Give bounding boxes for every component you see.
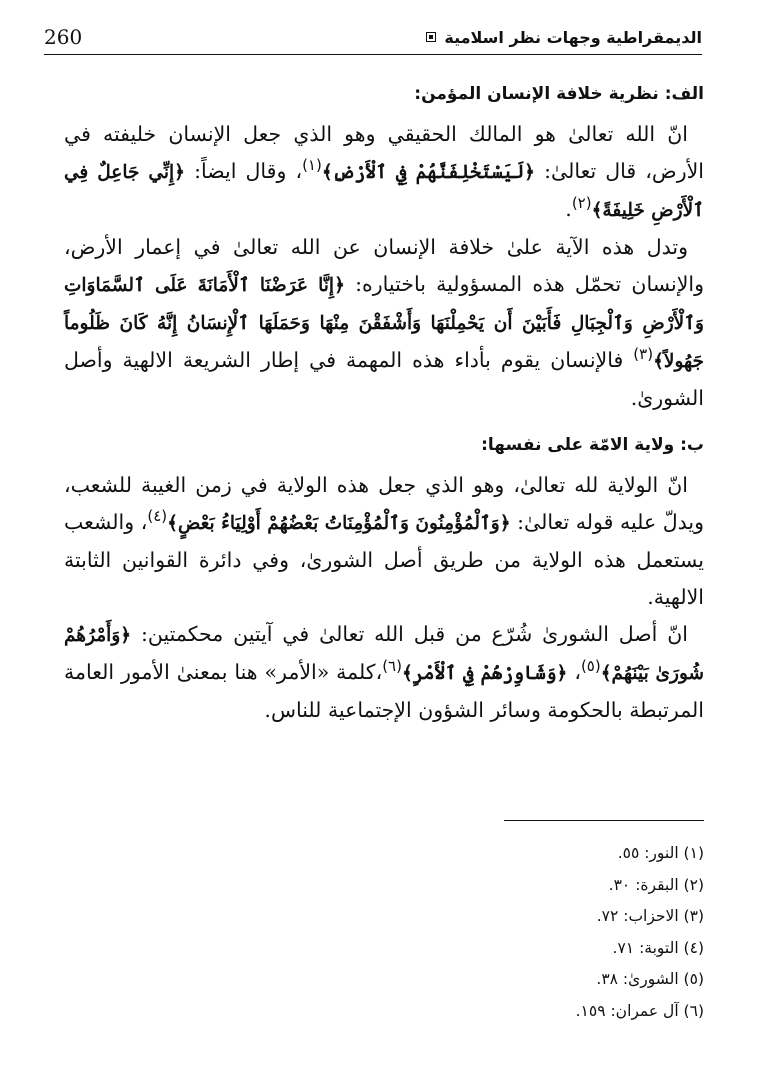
- footnote: (٤) التوبة: ٧١.: [612, 938, 704, 957]
- page-number: 260: [44, 25, 83, 49]
- footnote-ref: (٢): [571, 194, 592, 213]
- paragraph-text: انّ الله تعالىٰ هو المالك الحقيقي وهو الذي جعل الإنسان خليفته في الأرض، قال تعالىٰ:: [64, 122, 704, 183]
- section-title-a: الف: نظرية خلافة الإنسان المؤمن:: [414, 84, 704, 104]
- running-title: [426, 28, 702, 47]
- paragraph-text: ، والشعب يستعمل هذه الولاية من طريق أصل الشورىٰ، وفي دائرة القوانين الثابتة الالهية.: [64, 510, 704, 609]
- quran-verse: ﴿وَٱلْمُؤْمِنُونَ وَٱلْمُؤْمِنَاتُ بَعْضُهُمْ أَوْلِيَاءُ بَعْضٍ﴾: [167, 513, 511, 534]
- footnote-ref: (٣): [633, 345, 654, 364]
- footnote: (٣) الاحزاب: ٧٢.: [596, 907, 704, 925]
- paragraph: [64, 229, 704, 417]
- footnote: (٥) الشورىٰ: ٣٨.: [596, 970, 704, 988]
- paragraph: [64, 116, 704, 229]
- square-bullet-icon: [426, 32, 436, 42]
- quran-verse: ﴿لَيَسْتَخْلِفَنَّهُمْ فِي ٱلْأَرْضِ﴾: [321, 162, 535, 183]
- quran-verse: ﴿وَأَمْرُهُمْ شُورَىٰ بَيْنَهُمْ﴾: [64, 625, 705, 684]
- quran-verse: ﴿إِنِّي جَاعِلٌ فِي ٱلْأَرْضِ خَلِيفَةً﴾: [64, 162, 704, 221]
- quran-verse: ﴿إِنَّا عَرَضْنَا ٱلْأَمَانَةَ عَلَى ٱلسَّمَاوَاتِ وَٱلْأَرْضِ وَٱلْجِبَالِ فَأَبَيْنَ أَن يَحْمِلْنَهَا وَأَشْفَقْنَ مِنْهَا وَحَمَلَهَا ٱلْإِنسَانُ إِنَّهُ كَانَ ظَلُوماً جَهُولاً﴾: [64, 275, 704, 372]
- paragraph-text: ، وقال ايضاً:: [184, 159, 303, 183]
- paragraph-text: ،: [567, 660, 581, 684]
- footnote: (١) النور: ٥٥.: [617, 844, 704, 862]
- section-title-b: ب: ولاية الامّة على نفسها:: [481, 435, 704, 455]
- footnote-ref: (٦): [382, 657, 402, 676]
- footnotes: [304, 838, 704, 1027]
- footnote-ref: (٥): [580, 657, 601, 676]
- footnote-divider: [504, 820, 704, 821]
- paragraph: [64, 467, 704, 616]
- footnote: (٦) آل عمران: ١٥٩.: [575, 1001, 704, 1020]
- main-text: [64, 72, 704, 729]
- paragraph-text: فالإنسان يقوم بأداء هذه المهمة في إطار الشريعة الالهية وأصل الشورىٰ.: [64, 348, 704, 410]
- running-title-text: الديمقراطية وجهات نظر اسلامية: [444, 27, 702, 47]
- paragraph-text: وتدل هذه الآية علىٰ خلافة الإنسان عن الله تعالىٰ في إعمار الأرض، والإنسان تحمّل هذه المسؤولية باختياره:: [64, 235, 704, 296]
- footnote: (٢) البقرة: ٣٠.: [608, 875, 704, 894]
- paragraph-text: .: [565, 197, 572, 221]
- page-header: [44, 20, 702, 55]
- paragraph-text: انّ أصل الشورىٰ شُرّع من قبل الله تعالىٰ في آيتين محكمتين:: [131, 622, 688, 646]
- paragraph-text: انّ الولاية لله تعالىٰ، وهو الذي جعل هذه الولاية في زمن الغيبة للشعب، ويدلّ عليه قوله تعالىٰ:: [64, 473, 704, 534]
- paragraph: [64, 616, 704, 729]
- footnote-ref: (١): [302, 156, 322, 175]
- paragraph-text: ،كلمة «الأمر» هنا بمعنىٰ الأمور العامة المرتبطة بالحكومة وسائر الشؤون الإجتماعية للناس.: [64, 660, 704, 722]
- quran-verse: ﴿وَشَاوِرْهُمْ فِي ٱلْأَمْرِ﴾: [401, 663, 568, 684]
- footnote-ref: (٤): [147, 507, 168, 526]
